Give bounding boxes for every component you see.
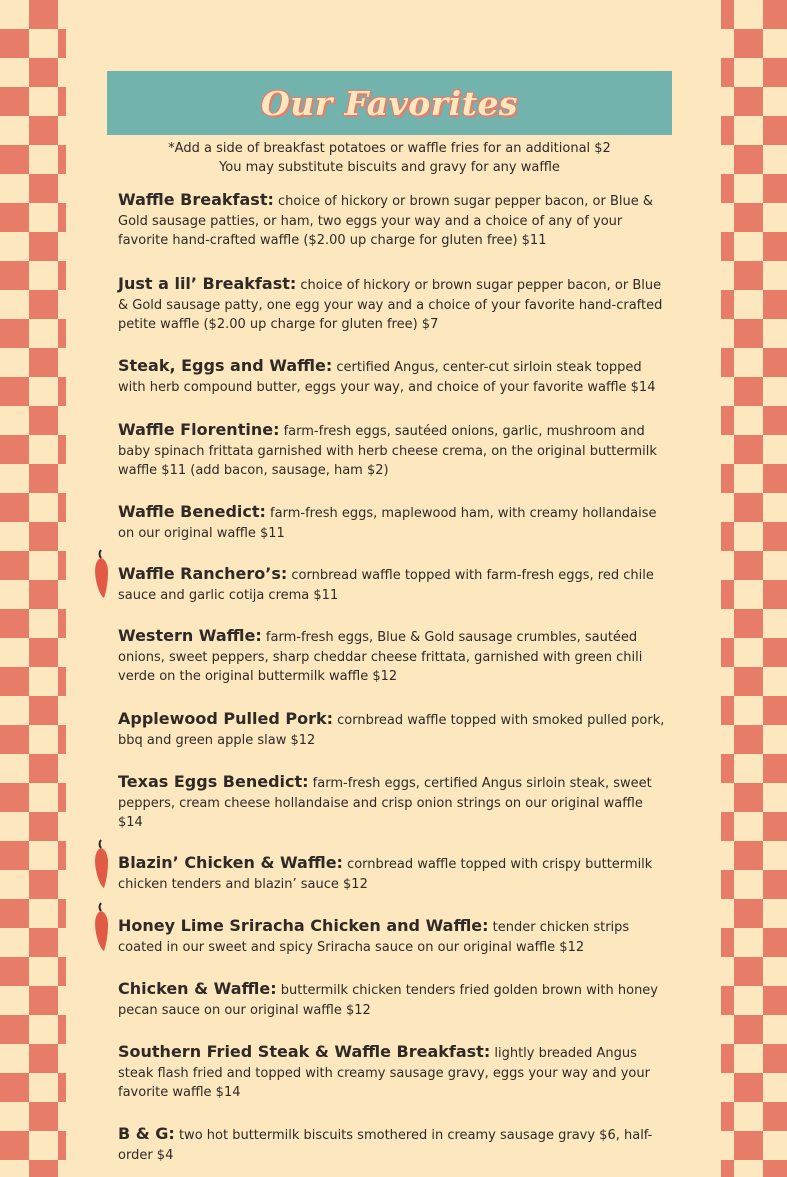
menu-item — [118, 274, 666, 335]
menu-item — [118, 626, 666, 687]
menu-item-description: cornbread waffle topped with crispy buttermilk chicken tenders and blazin’ sauce $12 — [118, 857, 653, 892]
menu-item-name: Chicken & Waffle: — [118, 979, 277, 998]
menu-item-description: two hot buttermilk biscuits smothered in creamy sausage gravy $6, half-order $4 — [118, 1128, 653, 1163]
menu-item — [118, 356, 666, 397]
menu-item-name: Waffle Breakfast: — [118, 190, 274, 209]
menu-item-name: Blazin’ Chicken & Waffle: — [118, 853, 343, 872]
menu-item-description: farm-fresh eggs, Blue & Gold sausage crumbles, sautéed onions, sweet peppers, sharp cheddar cheese frittata, garnished with green chili verde on the original buttermilk waffle $12 — [118, 630, 643, 684]
menu-item-name: Just a lil’ Breakfast: — [118, 274, 297, 293]
menu-item — [118, 853, 666, 894]
menu-item-name: Steak, Eggs and Waffle: — [118, 356, 333, 375]
menu-item-name: Waffle Benedict: — [118, 502, 266, 521]
menu-item — [118, 420, 666, 481]
menu-item — [118, 772, 666, 833]
chili-pepper-icon — [92, 901, 112, 953]
menu-item-name: Applewood Pulled Pork: — [118, 709, 334, 728]
title-banner — [107, 71, 672, 135]
chili-pepper-icon — [92, 548, 112, 600]
substitution-note: You may substitute biscuits and gravy for any waffle — [219, 160, 560, 175]
menu-item-name: Western Waffle: — [118, 626, 262, 645]
menu-item — [118, 916, 666, 957]
menu-item-name: Waffle Ranchero’s: — [118, 564, 288, 583]
menu-item-name: Waffle Florentine: — [118, 420, 280, 439]
menu-item-description: farm-fresh eggs, maplewood ham, with creamy hollandaise on our original waffle $11 — [118, 506, 657, 541]
page-title: Our Favorites — [260, 83, 519, 123]
menu-item — [118, 564, 666, 605]
menu-item-description: farm-fresh eggs, certified Angus sirloin steak, sweet peppers, cream cheese hollandaise and crisp onion strings on our original waffle $14 — [118, 776, 652, 830]
menu-item-name: B & G: — [118, 1124, 175, 1143]
menu-item-description: farm-fresh eggs, sautéed onions, garlic, mushroom and baby spinach frittata garnished with herb cheese crema, on the original buttermilk waffle $11 (add bacon, sausage, ham $2) — [118, 424, 657, 478]
menu-item-description: lightly breaded Angus steak flash fried and topped with creamy sausage gravy, eggs your way and your favorite waffle $14 — [118, 1046, 650, 1100]
menu-item-description: certified Angus, center-cut sirloin steak topped with herb compound butter, eggs your way, and choice of your favorite waffle $14 — [118, 360, 656, 395]
side-note: *Add a side of breakfast potatoes or waffle fries for an additional $2 — [168, 141, 611, 156]
checker-border-right — [721, 0, 787, 1177]
menu-item — [118, 1124, 666, 1165]
menu-item — [118, 1042, 666, 1103]
menu-item-description: buttermilk chicken tenders fried golden brown with honey pecan sauce on our original waffle $12 — [118, 983, 658, 1018]
menu-item — [118, 190, 666, 251]
menu-item-name: Honey Lime Sriracha Chicken and Waffle: — [118, 916, 489, 935]
menu-item-description: choice of hickory or brown sugar pepper bacon, or Blue & Gold sausage patties, or ham, two eggs your way and a choice of any of your favorite hand-crafted waffle ($2.00 up charge for gluten free) $11 — [118, 194, 653, 248]
menu-item-description: choice of hickory or brown sugar pepper bacon, or Blue & Gold sausage patty, one egg your way and a choice of your favorite hand-crafted petite waffle ($2.00 up charge for gluten free) $7 — [118, 278, 663, 332]
menu-item — [118, 979, 666, 1020]
menu-item — [118, 502, 666, 543]
menu-item-name: Texas Eggs Benedict: — [118, 772, 309, 791]
menu-item-description: cornbread waffle topped with farm-fresh eggs, red chile sauce and garlic cotija crema $11 — [118, 568, 654, 603]
checker-border-left — [0, 0, 66, 1177]
menu-item-name: Southern Fried Steak & Waffle Breakfast: — [118, 1042, 491, 1061]
chili-pepper-icon — [92, 838, 112, 890]
menu-item-description: cornbread waffle topped with smoked pulled pork, bbq and green apple slaw $12 — [118, 713, 665, 748]
menu-item-description: tender chicken strips coated in our sweet and spicy Sriracha sauce on our original waffle $12 — [118, 920, 630, 955]
menu-item — [118, 709, 666, 750]
